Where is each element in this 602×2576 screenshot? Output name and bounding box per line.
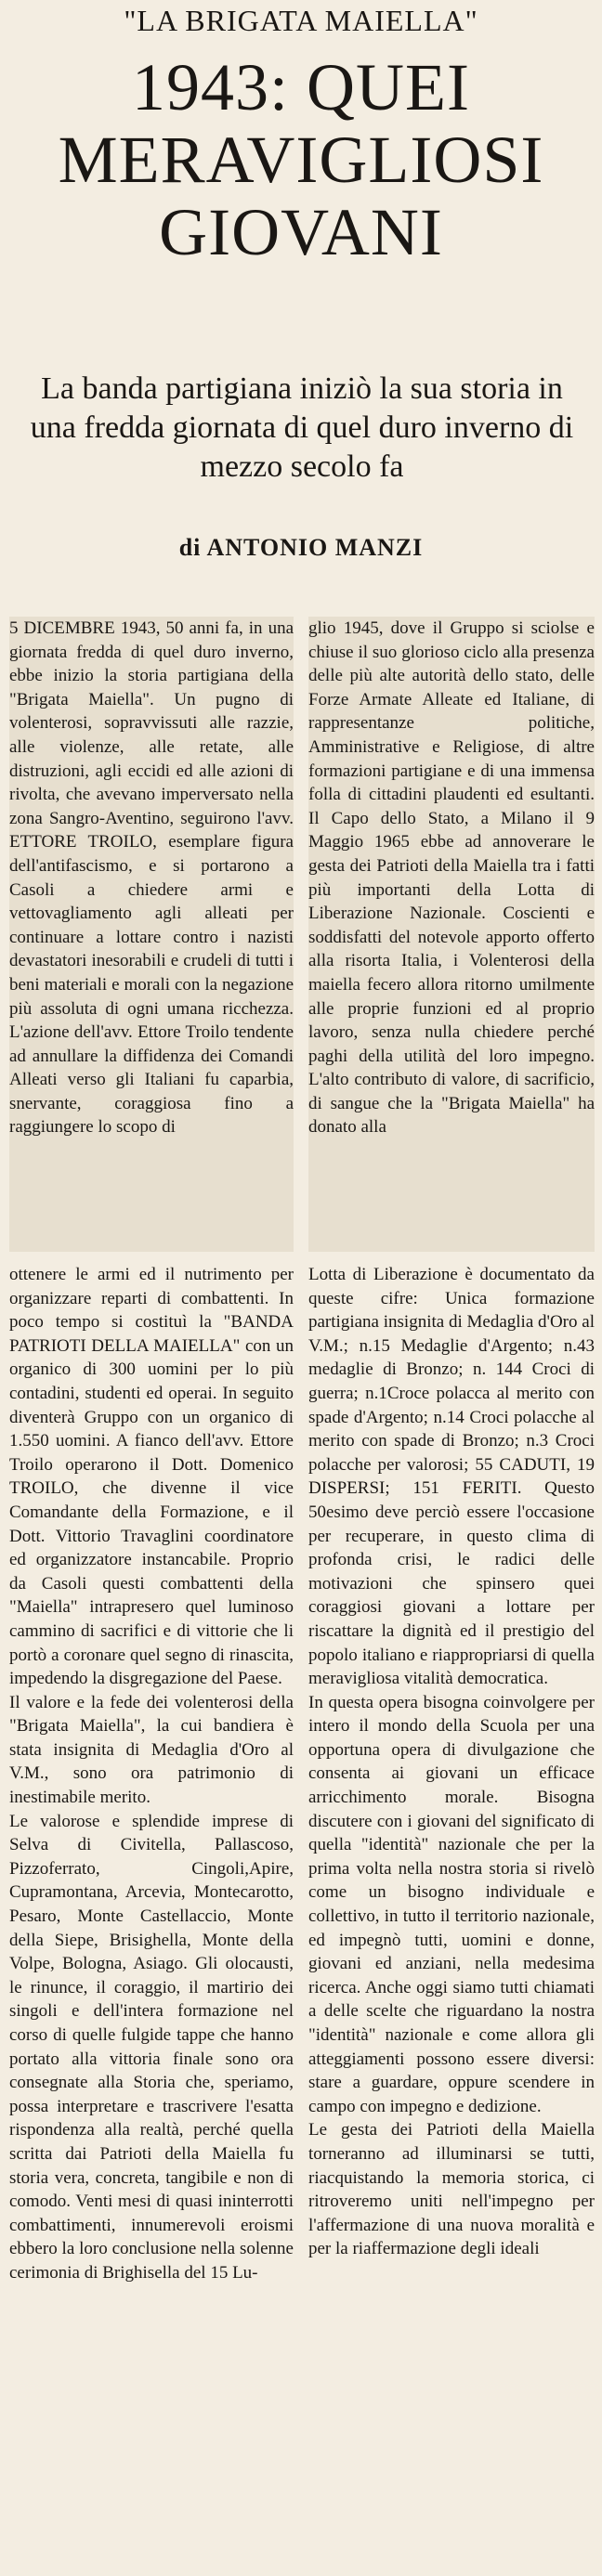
paragraph: ottenere le armi ed il nutrimento per organizzare reparti di combattenti. In poco tempo si costituì la "BANDA PATRIOTI DELLA MAIELLA" con un organico di 300 uomini per lo più contadini, studenti ed operai. In seguito diventerà Gruppo con un organico di 1.550 uomini. A fianco dell'avv. Ettore Troilo operarono il Dott. Domenico TROILO, che divenne il vice Comandante della Formazione, e il Dott. Vittorio Travaglini coordinatore ed organizzatore instancabile. Proprio da Casoli questi combattenti della "Maiella" intrapresero quel luminoso cammino di sacrifici e di vittorie che li portò a coronare quel segno di rinascita, impedendo la disgregazione del Paese. xyxy=(9,1265,294,1689)
paragraph: glio 1945, dove il Gruppo si sciolse e chiuse il suo glorioso ciclo alla presenza delle più alte autorità dello stato, delle Forze Armate Alleate ed Italiane, di rappresentanze politiche, Amministrative e Religiose, di altre formazioni partigiane e di una immensa folla di cittadini plaudenti ed esultanti. Il Capo dello Stato, a Milano il 9 Maggio 1965 ebbe ad annoverare le gesta dei Patrioti della Maiella tra i fatti più importanti della Lotta di Liberazione Nazionale. Coscienti e soddisfatti del notevole apporto offerto alla risorta Italia, i Volenterosi della maiella fecero allora ritorno umilmente alle proprie funzioni ed al proprio lavoro, senza nulla chiedere perché paghi della utilità del loro impegno. L'alto contributo di valore, di sacrificio, di sangue che la "Brigata Maiella" ha donato alla xyxy=(308,618,595,1138)
paragraph: 5 DICEMBRE 1943, 50 anni fa, in una giornata fredda di quel duro inverno, ebbe inizio la storia partigiana della "Brigata Maiella". Un pugno di volenterosi, sopravvissuti alle razzie, alle violenze, alle retate, alle distruzioni, agli eccidi ed alle azioni di rivolta, che avevano imperversato nella zona Sangro-Aventino, seguirono l'avv. ETTORE TROILO, esemplare figura dell'antifascismo, e si portarono a Casoli a chiedere armi e vettovagliamento agli alleati per continuare a lottare contro i nazisti devastatori inesorabili e crudeli di tutti i beni materiali e morali con la negazione più assoluta di ogni umana ricchezza. L'azione dell'avv. Ettore Troilo tendente ad annullare la diffidenza dei Comandi Alleati verso gli Italiani fu caparbia, snervante, coraggiosa fino a raggiungere lo scopo di xyxy=(9,618,294,1138)
article-byline: di ANTONIO MANZI xyxy=(178,534,424,561)
paragraph: Le gesta dei Patrioti della Maiella torneranno ad illuminarsi se tutti, riacquistando la memoria storica, ci ritroveremo uniti nell'impegno per l'affermazione di una nuova moralità e per la riaffermazione degli ideali xyxy=(308,2120,595,2259)
headline-line-2: MERAVIGLIOSI xyxy=(58,123,544,197)
column-top-left xyxy=(9,617,294,1252)
headline-line-3: GIOVANI xyxy=(159,195,443,269)
paragraph: Le valorose e splendide imprese di Selva di Civitella, Pallascoso, Pizzoferrato, Cingoli,Apire, Cupramontana, Arcevia, Montecarotto, Pesaro, Monte Castellaccio, Monte della Siepe, Brisighella, Monte della Volpe, Bologna, Asiago. Gli olocausti, le rinunce, il coraggio, il martirio dei singoli e dell'intera formazione nel corso di quelle fulgide tappe che hanno portato alla vittoria finale sono ora consegnate alla Storia che, speriamo, possa interpretare e trascrivere l'esatta rispondenza alla realtà, perché quella scritta dai Patrioti della Maiella fu storia vera, concreta, tangibile e non di comodo. Venti mesi di quasi ininterrotti combattimenti, innumerevoli eroismi ebbero la loro conclusione nella solenne cerimonia di Brighisella del 15 Lu- xyxy=(9,1811,294,2283)
article-headline xyxy=(0,51,602,268)
paragraph: In questa opera bisogna coinvolgere per intero il mondo della Scuola per una opportuna opera di divulgazione che consenta ai giovani un efficace arricchimento morale. Bisogna discutere con i giovani del significato di quella "identità" nazionale che per la prima volta nella nostra storia si rivelò come un bisogno individuale e collettivo, in tutto il territorio nazionale, ed impegnò tutti, uomini e donne, giovani ed anziani, nella medesima ricerca. Anche oggi siamo tutti chiamati a delle scelte che riguardano la nostra "identità" nazionale e come allora gli atteggiamenti possono essere diversi: stare a guardare, oppure scendere in campo con impegno e dedizione. xyxy=(308,1692,595,2116)
paragraph: Lotta di Liberazione è documentato da queste cifre: Unica formazione partigiana insignita di Medaglia d'Oro al V.M.; n.15 Medaglie d'Argento; n.43 medaglie di Bronzo; n. 144 Croci di guerra; n.1Croce polacca al merito con spade d'Argento; n.14 Croci polacche al merito con spade di Bronzo; n.3 Croci polacche per valorosi; 55 CADUTI, 19 DISPERSI; 151 FERITI. Questo 50esimo deve perciò essere l'occasione per recuperare, in questo clima di profonda crisi, le radici delle motivazioni che spinsero quei coraggiosi giovani a lottare per riscattare la dignità ed il prestigio del popolo italiano e riappropriarsi di quella meravigliosa vitalità democratica. xyxy=(308,1265,595,1689)
article-kicker: "LA BRIGATA MAIELLA" xyxy=(124,4,478,37)
column-bottom-right xyxy=(308,1263,595,2261)
column-bottom-left xyxy=(9,1263,294,2285)
headline-line-1: 1943: QUEI xyxy=(132,50,470,124)
paragraph: Il valore e la fede dei volenterosi della "Brigata Maiella", la cui bandiera è stata insignita di Medaglia d'Oro al V.M., sono ora patrimonio di inestimabile merito. xyxy=(9,1692,294,1808)
column-top-right xyxy=(308,617,595,1252)
article-subhead: La banda partigiana iniziò la sua storia in una fredda giornata di quel duro inverno di mezzo secolo fa xyxy=(30,371,574,484)
